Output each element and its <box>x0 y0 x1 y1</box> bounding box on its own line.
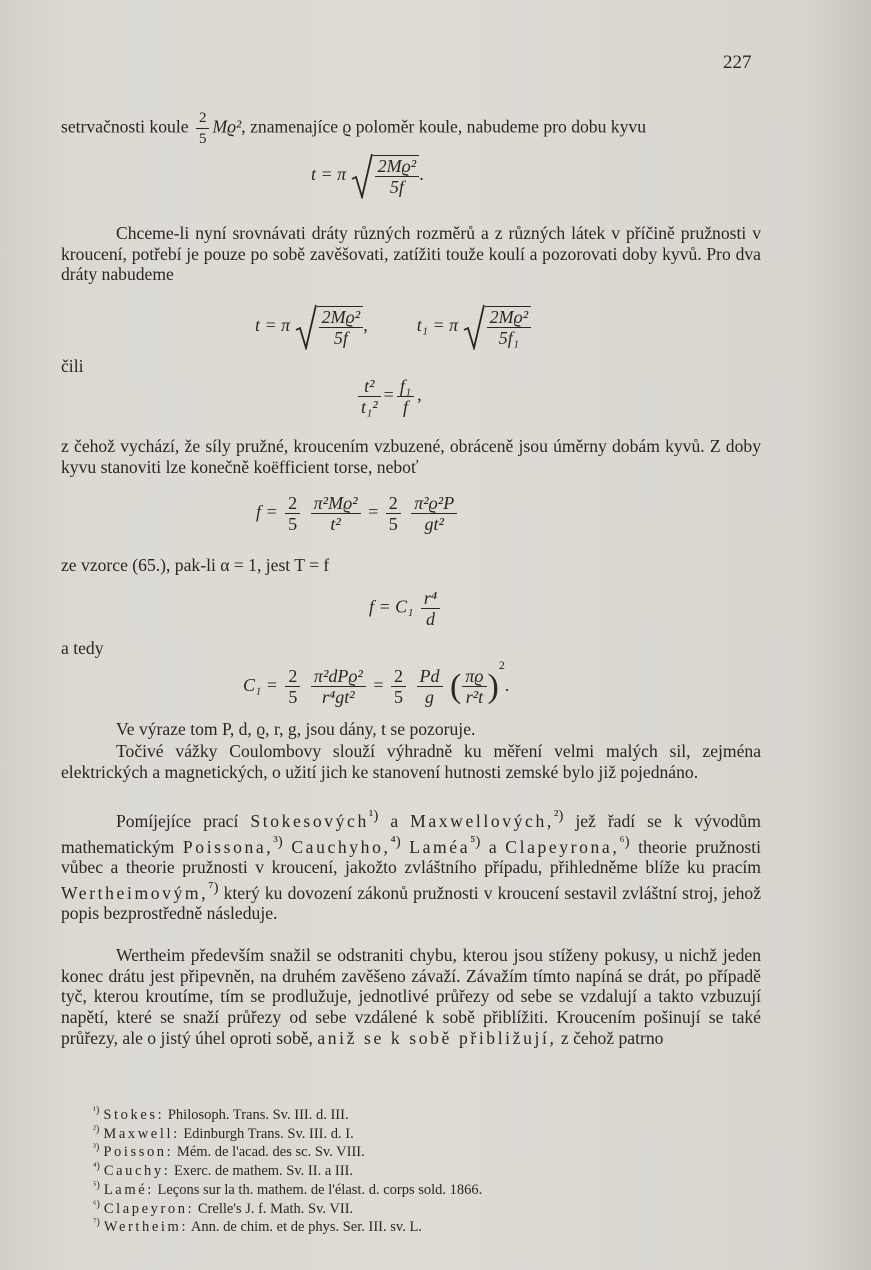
eq6-equals: = <box>373 675 384 695</box>
fn-name: Clapeyron: <box>103 1200 195 1217</box>
eq3-rden: f <box>402 397 408 417</box>
eq6-paren-fraction <box>462 666 486 707</box>
eq6-c1d: 5 <box>288 687 298 708</box>
eq2a-den: 5f <box>333 328 348 348</box>
word-cili: čili <box>61 356 84 376</box>
paragraph-coulomb: Točivé vážky Coulombovy slouží výhradně ku měření velmi malých sil, zejména elektrických a magnetických, o užití jich ke stanovení hutnosti zemské bylo již pojednáno. <box>61 741 761 782</box>
p6-text-b: z čehož patrno <box>560 1027 664 1048</box>
fraction-two-fifths <box>196 108 210 149</box>
name-wertheim: Wertheimovým, <box>61 882 209 903</box>
footnotes <box>93 1104 482 1235</box>
eq5-num: r⁴ <box>421 588 440 609</box>
right-paren: ) <box>487 667 499 705</box>
name-maxwell: Maxwellových, <box>410 810 554 831</box>
eq1-radicand <box>373 155 420 197</box>
paragraph-given: Ve výraze tom P, d, ϱ, r, g, jsou dány, t se pozoruje. <box>116 719 476 739</box>
eq3-lnum: t² <box>358 376 381 397</box>
intro-line <box>61 108 761 149</box>
word-a-tedy: a tedy <box>61 638 104 658</box>
frac-den: 5 <box>198 131 207 147</box>
p5-text-a: Pomíjejíce prací <box>116 810 239 831</box>
eq6-c2d: 5 <box>394 687 404 708</box>
fn-mark: ²) <box>93 1123 100 1135</box>
p6-spaced: aniž se k sobě přibližují, <box>317 1027 557 1048</box>
paragraph-compare: Chceme-li nyní srovnávati dráty různých rozměrů a z různých látek v příčině pružnosti v kroucení, potřebí je pouze po sobě zavěšovati, zatížiti touže koulí a pozorovati doby kyvů. Pro dva dráty nabudeme <box>61 223 761 285</box>
eq6-frac1 <box>311 666 366 707</box>
footnote-ref-5[interactable]: ⁵) <box>470 833 481 850</box>
line-vzorce: ze vzorce (65.), pak-li α = 1, jest T = f <box>61 555 330 575</box>
fn-mark: ³) <box>93 1142 100 1154</box>
eq1-lhs: t = π <box>311 164 347 185</box>
fn-text: Exerc. de mathem. Sv. II. a III. <box>173 1163 354 1180</box>
equation-f-c1 <box>369 588 443 629</box>
intro-rest: , znamenajíce ϱ poloměr koule, nabudeme pro dobu kyvu <box>241 116 646 137</box>
eq4-c1d: 5 <box>288 514 298 534</box>
footnote-ref-1[interactable]: ¹) <box>368 808 379 824</box>
paragraph-torsion: z čehož vychází, že síly pružné, kroucením vzbuzené, obráceně jsou úměrny dobám kyvů. Z doby kyvu stanoviti lze konečně koëfficient torse, neboť <box>61 436 761 477</box>
fn-name: Lamé: <box>103 1181 154 1198</box>
name-poisson: Poissona, <box>182 836 274 857</box>
equation-torsion-coefficient <box>256 493 460 534</box>
eq6-pd: r²t <box>465 687 484 708</box>
paragraph-theories <box>61 806 761 924</box>
eq6-f2n: Pd <box>417 666 443 687</box>
footnote-3 <box>93 1141 482 1160</box>
footnote-2 <box>93 1123 482 1142</box>
eq2b-lhs: t₁ = π <box>416 315 459 336</box>
eq6-coef2 <box>391 666 406 707</box>
footnote-1 <box>93 1104 482 1123</box>
eq6-pn: πϱ <box>462 666 486 687</box>
eq4-c2d: 5 <box>388 514 398 534</box>
footnote-ref-6[interactable]: ⁶) <box>619 833 630 850</box>
eq6-c1n: 2 <box>285 666 300 687</box>
footnote-7 <box>93 1216 482 1235</box>
eq6-exponent: 2 <box>498 658 505 672</box>
fn-mark: ⁴) <box>93 1161 100 1173</box>
eq4-f1d: t² <box>330 514 341 534</box>
p5-text-b: a <box>390 810 399 831</box>
sqrt-symbol <box>295 304 317 350</box>
fn-name: Poisson: <box>103 1144 174 1161</box>
p5-text-c: jež řadí se k vývodům mathematickým <box>61 810 761 857</box>
moment-symbol: Mϱ² <box>212 116 242 137</box>
footnote-ref-4[interactable]: ⁴) <box>390 833 401 850</box>
fn-name: Cauchy: <box>103 1163 171 1180</box>
eq1-num: 2Mϱ² <box>375 156 420 177</box>
eq6-coef1 <box>285 666 300 707</box>
eq4-frac1 <box>311 493 361 534</box>
eq4-f2n: π²ϱ²P <box>411 493 457 514</box>
name-stokes: Stokesových <box>250 810 369 831</box>
footnote-ref-2[interactable]: ²) <box>553 808 564 824</box>
footnote-4 <box>93 1160 482 1179</box>
fn-text: Leçons sur la th. mathem. de l'élast. d. corps sold. 1866. <box>157 1181 483 1198</box>
fn-text: Ann. de chim. et de phys. Ser. III. sv. L. <box>190 1219 422 1236</box>
footnote-ref-7[interactable]: ⁷) <box>208 879 219 896</box>
fn-name: Maxwell: <box>103 1125 180 1142</box>
left-paren: ( <box>450 667 462 705</box>
sqrt-symbol <box>463 304 485 350</box>
frac-num: 2 <box>196 108 210 129</box>
eq1-den: 5f <box>389 177 404 197</box>
equation-ratio <box>355 376 422 417</box>
eq3-left-fraction <box>358 376 381 417</box>
eq2b-num: 2Mϱ² <box>487 307 532 328</box>
eq6-f1n: π²dPϱ² <box>311 666 366 687</box>
equation-c1 <box>243 658 509 707</box>
fn-text: Philosoph. Trans. Sv. III. d. III. <box>167 1106 349 1123</box>
sqrt-symbol <box>351 153 373 199</box>
eq2a-num: 2Mϱ² <box>319 307 364 328</box>
eq6-lhs: C₁ = <box>243 675 278 695</box>
eq3-end: , <box>417 384 422 405</box>
eq4-f2d: gt² <box>424 514 444 534</box>
eq3-rnum: f₁ <box>397 376 414 397</box>
footnote-5 <box>93 1179 482 1198</box>
footnote-6 <box>93 1198 482 1217</box>
eq6-f2d: g <box>425 687 435 708</box>
p5-text-f: který ku dovození zákonů pružnosti v kroucení sestavil zvláštní stroj, jehož popis bezprostředně následuje. <box>61 882 762 924</box>
eq2b-radicand <box>485 306 532 348</box>
name-lame: Laméa <box>409 836 471 857</box>
eq4-lhs: f = <box>256 501 278 522</box>
eq5-lhs: f = C₁ <box>369 596 414 617</box>
eq4-coef1 <box>285 493 300 534</box>
eq6-end: . <box>504 675 510 695</box>
equation-two-wires <box>255 304 531 350</box>
eq6-frac2 <box>417 666 443 707</box>
fn-text: Mém. de l'acad. des sc. Sv. VIII. <box>176 1144 365 1161</box>
p5-text-d: a <box>488 836 497 857</box>
eq3-right-fraction <box>397 376 414 417</box>
eq2a-radicand <box>317 306 364 348</box>
eq4-c2n: 2 <box>386 493 401 514</box>
eq6-f1d: r⁴gt² <box>322 687 355 708</box>
eq2b-den: 5f₁ <box>498 328 520 348</box>
eq4-f1n: π²Mϱ² <box>311 493 361 514</box>
fn-name: Stokes: <box>103 1106 165 1123</box>
p6-text-a: Wertheim především snažil se odstraniti chybu, kterou jsou stíženy pokusy, u nichž jeden konec drátu jest připevněn, na druhém zavěšeno závaží. Závažím tímto napíná se drát, po případě tyč, kterou kroutíme, tím se prodlužuje, jednotlivé průřezy od sebe se vzdalují a takto vzbuzují napětí, které se snaží průřezy od sebe vzdálené k sobě přiblížiti. Kroucením pošinují se také průřezy, ale o jistý úhel oproti sobě, <box>61 945 761 1048</box>
eq2a-lhs: t = π <box>255 315 291 336</box>
intro-text: setrvačnosti koule <box>61 116 189 137</box>
fn-name: Wertheim: <box>103 1219 189 1236</box>
eq1-end: . <box>419 164 424 185</box>
eq3-equals: = <box>383 384 394 405</box>
fn-text: Edinburgh Trans. Sv. III. d. I. <box>183 1125 354 1142</box>
fn-mark: ⁶) <box>93 1198 100 1210</box>
fn-mark: ¹) <box>93 1105 100 1116</box>
eq5-fraction <box>421 588 440 629</box>
eq3-lden: t₁² <box>361 397 378 417</box>
fn-text: Crelle's J. f. Math. Sv. VII. <box>197 1200 354 1217</box>
eq6-c2n: 2 <box>391 666 406 687</box>
name-cauchy: Cauchyho, <box>291 836 391 857</box>
equation-period <box>311 153 424 199</box>
page-number: 227 <box>723 52 752 73</box>
eq4-coef2 <box>386 493 401 534</box>
name-clapeyron: Clapeyrona, <box>505 836 620 857</box>
eq4-equals: = <box>368 501 379 522</box>
paragraph-wertheim <box>61 945 761 1049</box>
p5-text-e: theorie pružnosti vůbec a theorie pružnosti v kroucení, jakožto zvláštního případu, přihledněme blíže ku pracím <box>61 836 762 878</box>
fn-mark: ⁷) <box>93 1217 100 1229</box>
eq5-den: d <box>426 609 436 629</box>
fn-mark: ⁵) <box>93 1179 100 1191</box>
footnote-ref-3[interactable]: ³) <box>273 833 283 850</box>
eq2a-end: , <box>363 315 368 336</box>
eq4-c1n: 2 <box>285 493 300 514</box>
eq4-frac2 <box>411 493 457 534</box>
